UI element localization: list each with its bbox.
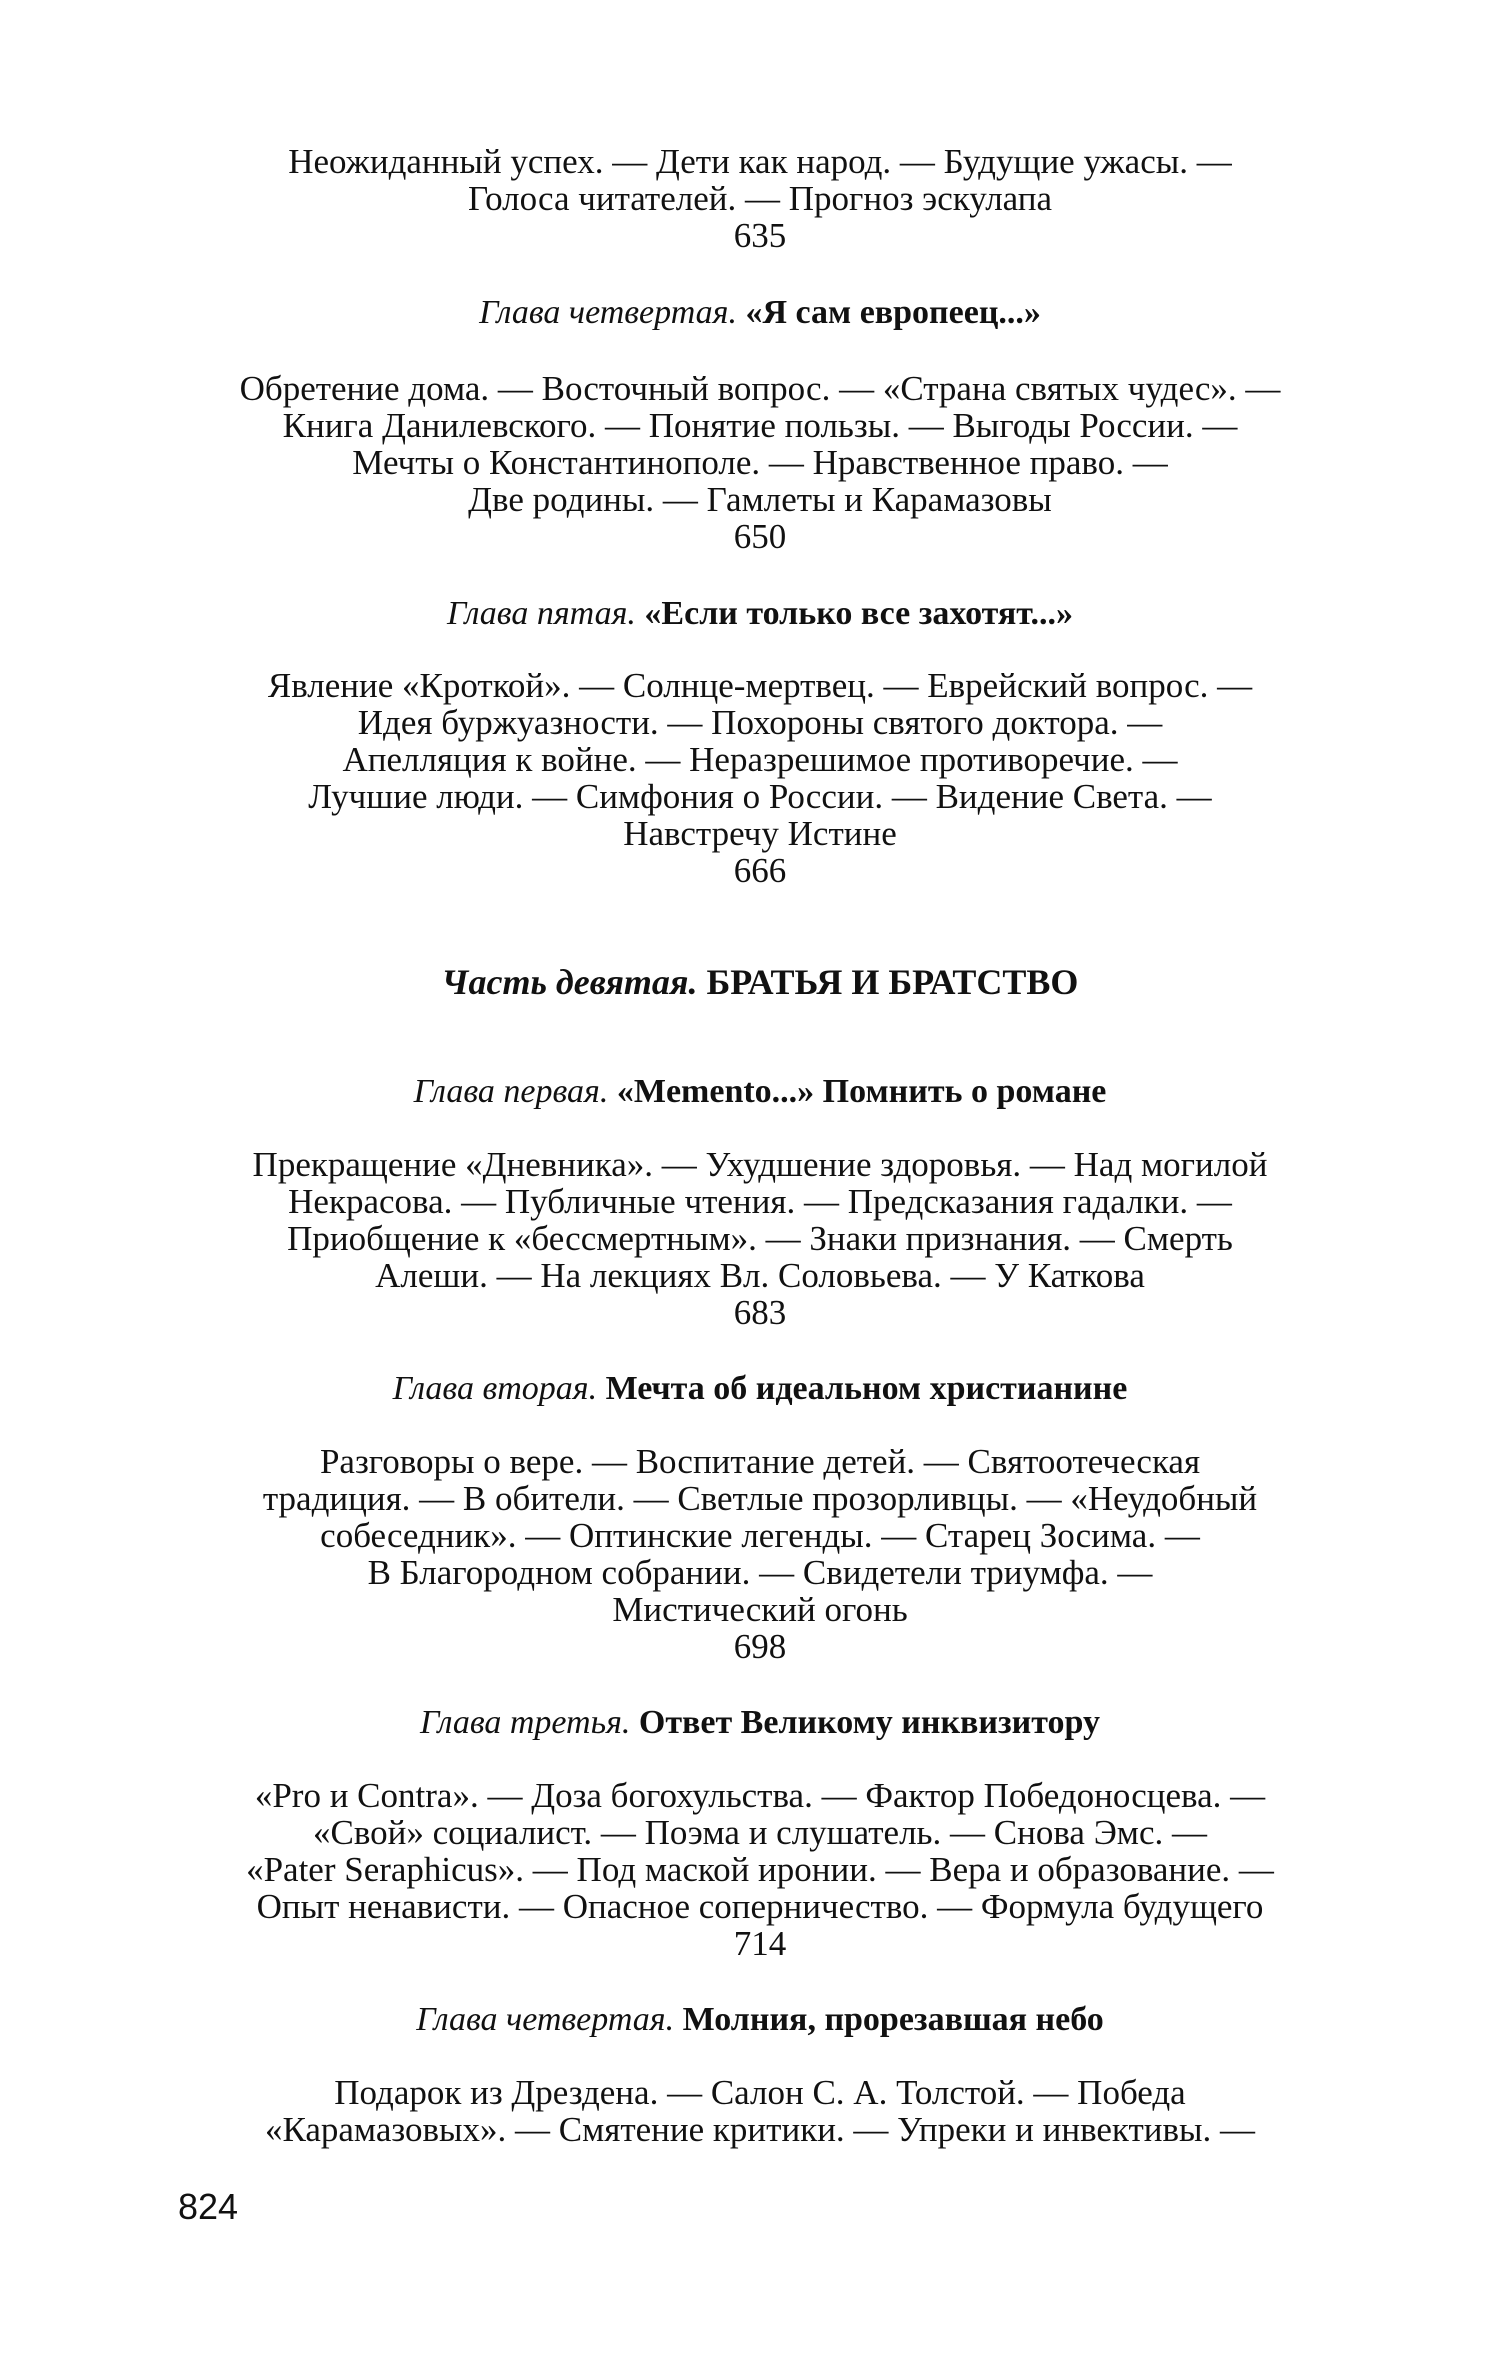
chapter-summary xyxy=(200,1443,1320,1665)
chapter-summary xyxy=(200,1777,1320,1962)
part-heading xyxy=(200,961,1320,1003)
page-number: 698 xyxy=(733,1627,787,1666)
summary-line: Мечты о Константинополе. — Нравственное право. — xyxy=(352,443,1168,482)
summary-line: Опыт ненависти. — Опасное соперничество. — Формула будущего xyxy=(256,1887,1264,1926)
chapter-heading xyxy=(200,293,1320,333)
page-number: 714 xyxy=(733,1924,787,1963)
summary-line: собеседник». — Оптинские легенды. — Старец Зосима. — xyxy=(320,1516,1200,1555)
chapter-label: Глава четвертая. xyxy=(416,2001,675,2038)
summary-line: «Карамазовых». — Смятение критики. — Упреки и инвективы. — xyxy=(264,2110,1256,2149)
chapter-label: Глава пятая. xyxy=(447,595,636,632)
page-number: 683 xyxy=(733,1293,787,1332)
summary-line: Обретение дома. — Восточный вопрос. — «Страна святых чудес». — xyxy=(239,369,1281,408)
chapter-heading xyxy=(200,1369,1320,1409)
summary-line: Алеши. — На лекциях Вл. Соловьева. — У Каткова xyxy=(375,1256,1145,1295)
chapter-summary xyxy=(200,2074,1320,2148)
chapter-label: Глава вторая. xyxy=(392,1370,598,1407)
summary-line: «Pro и Contra». — Доза богохульства. — Фактор Победоносцева. — xyxy=(254,1776,1266,1815)
chapter-title: Ответ Великому инквизитору xyxy=(638,1704,1100,1741)
chapter-title: Мечта об идеальном христианине xyxy=(605,1370,1128,1407)
page-number: 635 xyxy=(733,216,787,255)
summary-line: «Pater Seraphicus». — Под маской иронии. — Вера и образование. — xyxy=(246,1850,1274,1889)
summary-line: «Свой» социалист. — Поэма и слушатель. — Снова Эмс. — xyxy=(313,1813,1207,1852)
chapter-heading xyxy=(200,594,1320,634)
part-label: Часть девятая. xyxy=(441,962,698,1002)
chapter-heading xyxy=(200,2000,1320,2040)
summary-line: В Благородном собрании. — Свидетели триумфа. — xyxy=(367,1553,1153,1592)
chapter-label: Глава четвертая. xyxy=(479,294,737,331)
chapter-summary xyxy=(200,143,1320,254)
chapter-title: Молния, прорезавшая небо xyxy=(682,2001,1104,2038)
summary-line: Разговоры о вере. — Воспитание детей. — Святоотеческая xyxy=(319,1442,1201,1481)
summary-line: Лучшие люди. — Симфония о России. — Видение Света. — xyxy=(308,777,1212,816)
chapter-summary xyxy=(200,667,1320,889)
chapter-summary xyxy=(200,370,1320,555)
chapter-heading xyxy=(200,1703,1320,1743)
page-number: 666 xyxy=(733,851,787,890)
folio-page-number: 824 xyxy=(178,2186,239,2227)
chapter-label: Глава первая. xyxy=(413,1073,609,1110)
summary-line: Некрасова. — Публичные чтения. — Предсказания гадалки. — xyxy=(288,1182,1232,1221)
summary-line: Приобщение к «бессмертным». — Знаки признания. — Смерть xyxy=(287,1219,1233,1258)
summary-line: Неожиданный успех. — Дети как народ. — Будущие ужасы. — xyxy=(288,142,1232,181)
summary-line: Навстречу Истине xyxy=(623,814,897,853)
summary-line: Апелляция к войне. — Неразрешимое противоречие. — xyxy=(342,740,1178,779)
page-number: 650 xyxy=(733,517,787,556)
chapter-title: «Я сам европеец...» xyxy=(745,294,1041,331)
summary-line: Подарок из Дрездена. — Салон С. А. Толстой. — Победа xyxy=(334,2073,1186,2112)
summary-line: Две родины. — Гамлеты и Карамазовы xyxy=(468,480,1052,519)
chapter-summary xyxy=(200,1146,1320,1331)
chapter-label: Глава третья. xyxy=(420,1704,631,1741)
chapter-title: «Memento...» Помнить о романе xyxy=(616,1073,1107,1110)
summary-line: Идея буржуазности. — Похороны святого доктора. — xyxy=(357,703,1163,742)
chapter-title: «Если только все захотят...» xyxy=(644,595,1073,632)
summary-line: Явление «Кроткой». — Солнце-мертвец. — Еврейский вопрос. — xyxy=(267,666,1253,705)
summary-line: Мистический огонь xyxy=(612,1590,908,1629)
part-title: БРАТЬЯ И БРАТСТВО xyxy=(706,962,1079,1002)
summary-line: Голоса читателей. — Прогноз эскулапа xyxy=(467,179,1053,218)
summary-line: Книга Данилевского. — Понятие пользы. — Выгоды России. — xyxy=(282,406,1238,445)
summary-line: Прекращение «Дневника». — Ухудшение здоровья. — Над могилой xyxy=(252,1145,1268,1184)
summary-line: традиция. — В обители. — Светлые прозорливцы. — «Неудобный xyxy=(262,1479,1258,1518)
chapter-heading xyxy=(200,1072,1320,1112)
